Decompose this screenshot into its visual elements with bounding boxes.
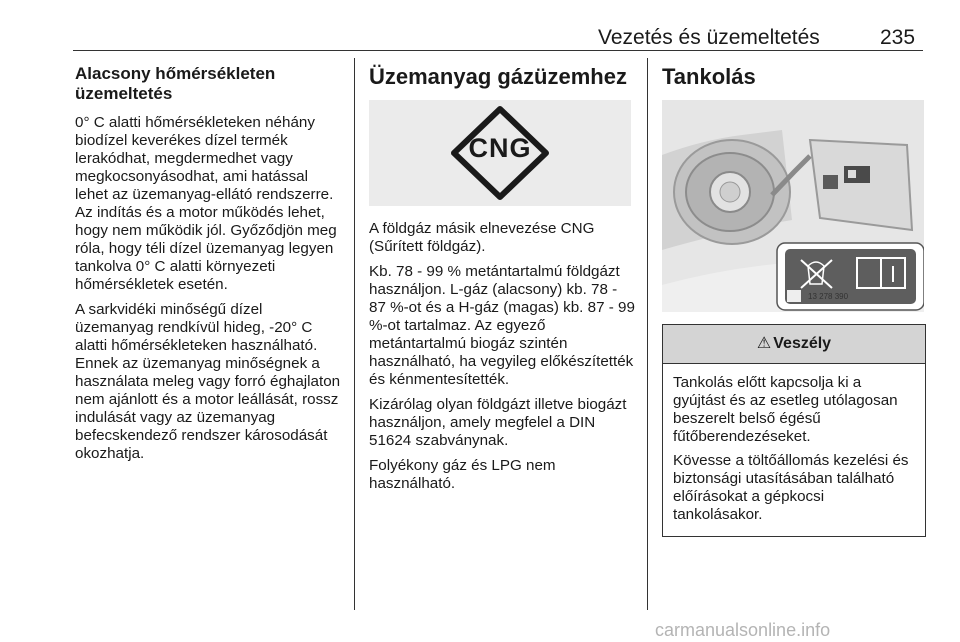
paragraph: Kizárólag olyan földgázt illetve biogázt használjon, amely megfelel a DIN 51624 szabványnak. xyxy=(369,396,627,449)
fuel-filler-flap-image xyxy=(662,100,924,312)
cng-symbol-figure xyxy=(369,100,631,206)
section-title-gas-fuel: Üzemanyag gázüzemhez xyxy=(369,64,627,89)
paragraph: Folyékony gáz és LPG nem használható. xyxy=(369,457,556,492)
column-refueling xyxy=(662,64,924,537)
danger-warning-box xyxy=(662,324,926,537)
paragraph: 0° C alatti hőmérsékleteken néhány biodízel keverékes dízel termék lerakódhat, megdermedhet vagy megkocsonyásodhat, ami hatással lehet az üzemanyag-ellátó rendszerre. Az indítás és a motor működés lehet, hogy nem működik jól. Győződjön meg róla, hogy téli dízel üzemanyag legyen tankolva 0° C alatti környezeti hőmérsékletek esetén. xyxy=(75,114,337,293)
paragraph: Tankolás előtt kapcsolja ki a gyújtást és az esetleg utólagosan beszerelt belső égésű fűtőberendezéseket. xyxy=(673,374,898,445)
header-divider xyxy=(73,50,923,51)
watermark: carmanualsonline.info xyxy=(655,620,831,640)
fuel-door-illustration xyxy=(662,100,924,312)
warning-title: Veszély xyxy=(773,335,832,352)
warning-triangle-icon: ⚠ xyxy=(756,335,772,352)
cng-symbol-label: CNG xyxy=(468,133,532,163)
image-reference-code: 13 278 390 xyxy=(808,292,849,301)
page-number: 235 xyxy=(880,26,916,49)
paragraph: Kb. 78 - 99 % metántartalmú földgázt használjon. L-gáz (alacsony) kb. 78 - 87 %-ot és a H-gáz (magas) kb. 87 - 99 %-ot tartalmaz. Az egyező metántartalmú biogáz szintén használható, ha vegyileg előkészítették és kénmentesítették. xyxy=(369,263,635,388)
column-divider-1 xyxy=(354,58,355,610)
paragraph: A sarkvidéki minőségű dízel üzemanyag rendkívül hideg, -20° C alatti hőmérsékleteken használható. Ennek az üzemanyag minőségnek a használata meleg vagy forró éghajlaton nem ajánlott és a motor leállását, rossz indulását vagy az üzemanyag befecskendező rendszer károsodását okozhatja. xyxy=(75,301,341,462)
column-divider-2 xyxy=(647,58,648,610)
paragraph: A földgáz másik elnevezése CNG (Sűrített földgáz). xyxy=(369,220,595,255)
column-low-temperature xyxy=(75,64,345,470)
warning-body xyxy=(663,364,925,536)
section-title-low-temp: Alacsony hőmérsékleten üzemeltetés xyxy=(75,64,276,103)
warning-header xyxy=(663,325,925,364)
column-gas-fuel xyxy=(369,64,636,500)
page-header-title: Vezetés és üzemeltetés xyxy=(598,26,820,49)
section-title-refueling: Tankolás xyxy=(662,64,756,89)
paragraph: Kövesse a töltőállomás kezelési és biztonsági utasításában található előírásokat a gépkocsi tankolásakor. xyxy=(673,452,909,523)
